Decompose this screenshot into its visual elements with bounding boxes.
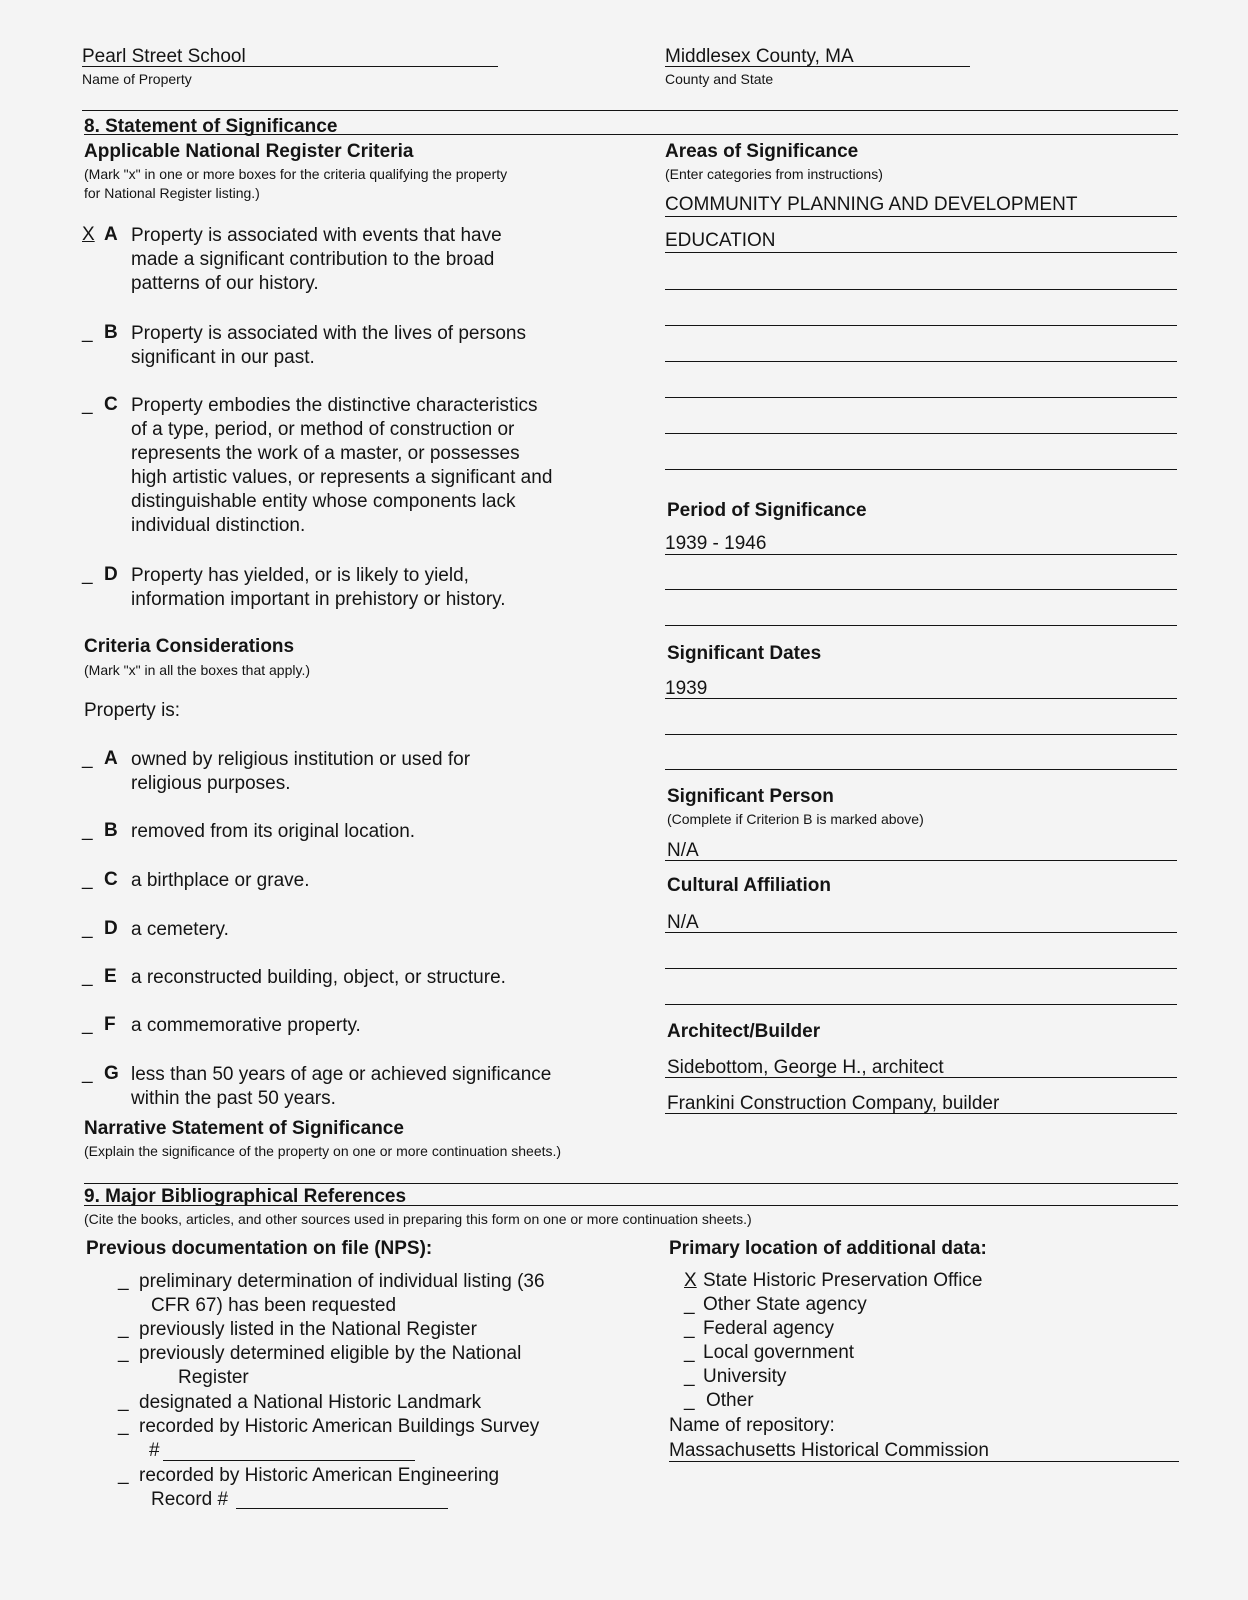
architect-line: [665, 1077, 1177, 1078]
repository-value: Massachusetts Historical Commission: [669, 1440, 989, 1461]
area-line: [665, 469, 1177, 470]
primary-item: [684, 1270, 982, 1292]
primary-item-label: Local government: [703, 1342, 855, 1363]
prev-item-mark[interactable]: _: [118, 1391, 129, 1412]
haer-record-label: Record #: [151, 1489, 229, 1510]
primary-item: [684, 1366, 786, 1388]
prev-item: [118, 1270, 140, 1292]
consideration-a: [82, 748, 128, 770]
criterion-d-text: [131, 564, 506, 612]
person-instructions: (Complete if Criterion B is marked above): [667, 811, 924, 827]
architect-heading: Architect/Builder: [667, 1021, 821, 1042]
consideration-b-text: removed from its original location.: [131, 821, 416, 842]
dates-line: [665, 769, 1177, 770]
consideration-g-text: [131, 1063, 551, 1111]
consideration-b: [82, 820, 128, 842]
criterion-b-line: significant in our past.: [131, 347, 315, 368]
property-is-label: Property is:: [84, 700, 181, 721]
repository-line: [669, 1461, 1179, 1462]
prev-item-text: [139, 1415, 539, 1463]
criterion-c: [82, 394, 128, 416]
criterion-b-mark[interactable]: _: [82, 322, 93, 343]
criterion-d-line: Property has yielded, or is likely to yield,: [131, 565, 469, 586]
primary-item-mark[interactable]: _: [684, 1366, 695, 1387]
primary-item: [684, 1318, 834, 1340]
narrative-heading: Narrative Statement of Significance: [84, 1118, 404, 1139]
prev-item-text: [139, 1270, 545, 1318]
narrative-instructions: (Explain the significance of the property on one or more continuation sheets.): [84, 1143, 562, 1159]
area-line: [665, 289, 1177, 290]
criterion-c-line: distinguishable entity whose components lack: [131, 491, 516, 512]
consideration-d-letter: D: [104, 918, 118, 939]
county-state-line: [665, 66, 970, 67]
haer-record-input[interactable]: [236, 1508, 448, 1509]
prev-item-mark[interactable]: _: [118, 1342, 129, 1363]
prev-item-mark[interactable]: _: [118, 1318, 129, 1339]
consideration-c-mark[interactable]: _: [82, 869, 93, 890]
section8-title: 8. Statement of Significance: [84, 116, 338, 137]
criterion-d-line: information important in prehistory or history.: [131, 589, 506, 610]
prev-item-mark[interactable]: _: [118, 1464, 129, 1485]
prev-item: [118, 1415, 140, 1437]
prev-item-mark[interactable]: _: [118, 1270, 129, 1291]
cultural-heading: Cultural Affiliation: [667, 875, 831, 896]
criteria-instructions-1: (Mark "x" in one or more boxes for the criteria qualifying the property: [84, 166, 508, 182]
criterion-b-line: Property is associated with the lives of persons: [131, 323, 526, 344]
prev-item-text: [139, 1342, 521, 1390]
consideration-b-letter: B: [104, 820, 118, 841]
primary-item-mark[interactable]: _: [684, 1342, 695, 1363]
consideration-e-text: a reconstructed building, object, or structure.: [131, 967, 506, 988]
prev-item: [118, 1318, 140, 1340]
consideration-g-mark[interactable]: _: [82, 1063, 93, 1084]
prev-item-text: previously listed in the National Register: [139, 1319, 477, 1340]
criterion-d: [82, 564, 128, 586]
cultural-line: [665, 968, 1177, 969]
consideration-f-letter: F: [104, 1014, 116, 1035]
dates-heading: Significant Dates: [667, 643, 822, 664]
area-line: [665, 361, 1177, 362]
area-line: [665, 216, 1177, 217]
prev-item-mark[interactable]: _: [118, 1415, 129, 1436]
consideration-a-line: religious purposes.: [131, 773, 291, 794]
primary-location-heading: Primary location of additional data:: [669, 1238, 987, 1259]
area-line: [665, 397, 1177, 398]
consideration-e-mark[interactable]: _: [82, 966, 93, 987]
prev-item: [118, 1342, 140, 1364]
criterion-a-letter: A: [104, 224, 118, 245]
period-line: [665, 625, 1177, 626]
considerations-heading: Criteria Considerations: [84, 636, 295, 657]
criterion-b: [82, 322, 128, 344]
criterion-c-line: represents the work of a master, or possesses: [131, 443, 520, 464]
area-of-significance: EDUCATION: [665, 230, 776, 251]
consideration-e: [82, 966, 128, 988]
consideration-g-line: less than 50 years of age or achieved significance: [131, 1064, 552, 1085]
habs-number-label: #: [149, 1440, 160, 1461]
habs-number-input[interactable]: [163, 1460, 415, 1461]
prev-item: [118, 1391, 140, 1413]
prev-item-text: [139, 1464, 499, 1512]
county-state-label: County and State: [665, 71, 774, 87]
criterion-c-text: [131, 394, 552, 538]
header-divider: [82, 110, 1178, 111]
criterion-a: [82, 224, 128, 246]
cultural-line: [665, 1004, 1177, 1005]
criterion-c-letter: C: [104, 394, 118, 415]
area-line: [665, 433, 1177, 434]
period-value: 1939 - 1946: [665, 533, 767, 554]
consideration-d-text: a cemetery.: [131, 919, 229, 940]
consideration-g: [82, 1063, 128, 1085]
dates-value: 1939: [665, 678, 708, 699]
primary-item-label: Other State agency: [703, 1294, 867, 1315]
consideration-d: [82, 918, 128, 940]
architect-line: [665, 1113, 1177, 1114]
criterion-c-mark[interactable]: _: [82, 394, 93, 415]
prev-documentation-heading: Previous documentation on file (NPS):: [86, 1238, 433, 1259]
primary-item: [684, 1342, 854, 1364]
section9-instructions: (Cite the books, articles, and other sources used in preparing this form on one or more continuation sheets.): [84, 1211, 752, 1227]
county-state: Middlesex County, MA: [665, 46, 854, 67]
consideration-a-letter: A: [104, 748, 118, 769]
consideration-c-letter: C: [104, 869, 118, 890]
prev-item: [118, 1464, 140, 1486]
areas-instructions: (Enter categories from instructions): [665, 166, 883, 182]
primary-item-mark[interactable]: _: [684, 1294, 695, 1315]
primary-item-label: Other: [706, 1390, 754, 1411]
repository-label: Name of repository:: [669, 1415, 835, 1436]
consideration-g-line: within the past 50 years.: [131, 1088, 336, 1109]
criterion-a-text: [131, 224, 502, 296]
prev-item-line: recorded by Historic American Engineering: [139, 1465, 500, 1486]
period-line: [665, 589, 1177, 590]
prev-item-line: Register: [178, 1367, 249, 1388]
consideration-c: [82, 869, 128, 891]
area-line: [665, 325, 1177, 326]
consideration-d-mark[interactable]: _: [82, 918, 93, 939]
criterion-c-line: high artistic values, or represents a significant and: [131, 467, 553, 488]
dates-line: [665, 698, 1177, 699]
criterion-a-line: Property is associated with events that have: [131, 225, 502, 246]
person-value: N/A: [667, 840, 699, 861]
criterion-d-mark[interactable]: _: [82, 564, 93, 585]
architect-value: Sidebottom, George H., architect: [667, 1057, 944, 1078]
section9-divider: [84, 1183, 1178, 1184]
primary-item-mark[interactable]: X: [684, 1270, 697, 1291]
criteria-heading: Applicable National Register Criteria: [84, 141, 414, 162]
cultural-value: N/A: [667, 912, 699, 933]
prev-item-line: CFR 67) has been requested: [151, 1295, 397, 1316]
criterion-a-mark[interactable]: X: [82, 224, 95, 245]
consideration-g-letter: G: [104, 1063, 119, 1084]
consideration-c-text: a birthplace or grave.: [131, 870, 310, 891]
consideration-a-line: owned by religious institution or used for: [131, 749, 471, 770]
primary-item: [684, 1390, 754, 1412]
dates-line: [665, 734, 1177, 735]
consideration-a-text: [131, 748, 470, 796]
criterion-c-line: individual distinction.: [131, 515, 306, 536]
primary-item: [684, 1294, 867, 1316]
section9-title: 9. Major Bibliographical References: [84, 1186, 407, 1207]
period-heading: Period of Significance: [667, 500, 867, 521]
section8-title-line: [84, 134, 1178, 135]
person-heading: Significant Person: [667, 786, 834, 807]
criterion-a-line: made a significant contribution to the broad: [131, 249, 495, 270]
primary-item-label: University: [703, 1366, 787, 1387]
primary-item-label: State Historic Preservation Office: [703, 1270, 983, 1291]
property-name-line: [82, 66, 498, 67]
criterion-b-text: [131, 322, 526, 370]
prev-item-line: recorded by Historic American Buildings Survey: [139, 1416, 540, 1437]
consideration-f: [82, 1014, 128, 1036]
consideration-b-mark[interactable]: _: [82, 820, 93, 841]
areas-heading: Areas of Significance: [665, 141, 859, 162]
architect-value: Frankini Construction Company, builder: [667, 1093, 1000, 1114]
criteria-instructions-2: for National Register listing.): [84, 185, 260, 201]
area-line: [665, 252, 1177, 253]
person-line: [665, 860, 1177, 861]
property-name-label: Name of Property: [82, 71, 192, 87]
primary-item-mark[interactable]: _: [684, 1318, 695, 1339]
criterion-c-line: Property embodies the distinctive characteristics: [131, 395, 538, 416]
consideration-f-text: a commemorative property.: [131, 1015, 361, 1036]
prev-item-line: previously determined eligible by the National: [139, 1343, 522, 1364]
primary-item-label: Federal agency: [703, 1318, 834, 1339]
criterion-c-line: of a type, period, or method of construction or: [131, 419, 515, 440]
criterion-a-line: patterns of our history.: [131, 273, 319, 294]
consideration-e-letter: E: [104, 966, 117, 987]
primary-item-mark[interactable]: _: [684, 1390, 695, 1411]
consideration-f-mark[interactable]: _: [82, 1014, 93, 1035]
period-line: [665, 554, 1177, 555]
section9-title-line: [84, 1205, 1178, 1206]
criterion-b-letter: B: [104, 322, 118, 343]
prev-item-line: preliminary determination of individual listing (36: [139, 1271, 545, 1292]
consideration-a-mark[interactable]: _: [82, 748, 93, 769]
area-of-significance: COMMUNITY PLANNING AND DEVELOPMENT: [665, 194, 1078, 215]
criterion-d-letter: D: [104, 564, 118, 585]
prev-item-text: designated a National Historic Landmark: [139, 1392, 482, 1413]
considerations-instructions: (Mark "x" in all the boxes that apply.): [84, 662, 310, 678]
property-name: Pearl Street School: [82, 46, 246, 67]
cultural-line: [665, 932, 1177, 933]
